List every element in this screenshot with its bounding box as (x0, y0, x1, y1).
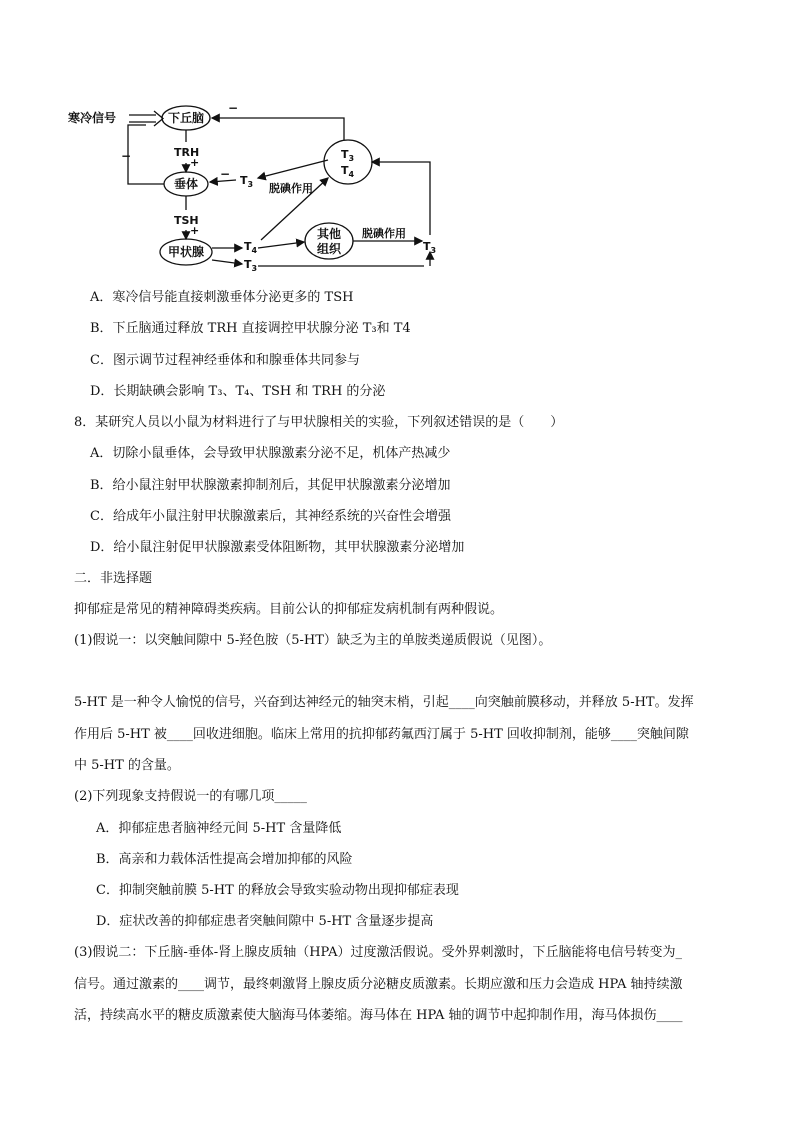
inhibit-sign-pituitary: − (220, 167, 231, 181)
q2-option-d: D．症状改善的抑郁症患者突触间隙中 5-HT 含量逐步提高 (96, 914, 434, 929)
q7-option-a: A．寒冷信号能直接刺激垂体分泌更多的 TSH (90, 290, 354, 305)
q7-option-b: B．下丘脑通过释放 TRH 直接调控甲状腺分泌 T₃和 T4 (90, 321, 411, 336)
section-heading: 二．非选择题 (74, 571, 153, 586)
inhibit-sign-left: − (121, 149, 132, 163)
t4-label-pool: $T_4$ (341, 164, 355, 179)
trh-plus-sign: + (190, 156, 200, 169)
pituitary-label: 垂体 (173, 177, 199, 191)
q8-stem: 8．某研究人员以小鼠为材料进行了与甲状腺相关的实验，下列叙述错误的是（ ） (74, 415, 564, 430)
q7-option-d: D．长期缺碘会影响 T₃、T₄、TSH 和 TRH 的分泌 (90, 384, 386, 399)
t4-label-thyroid: $T_4$ (244, 240, 258, 255)
q3-line-1: (3)假说二：下丘脑-垂体-肾上腺皮质轴（HPA）过度激活假说。受外界刺激时，下丘脑能将电信号转变为_ (74, 945, 682, 960)
tsh-label: TSH (174, 214, 199, 227)
q8-option-a: A．切除小鼠垂体，会导致甲状腺激素分泌不足，机体产热减少 (90, 446, 451, 461)
q8-option-c: C．给成年小鼠注射甲状腺激素后，其神经系统的兴奋性会增强 (90, 509, 451, 524)
thyroid-regulation-diagram (66, 100, 456, 280)
trh-label: TRH (174, 146, 200, 159)
t3-label-right: $T_3$ (423, 240, 437, 255)
q8-option-d: D．给小鼠注射促甲状腺激素受体阻断物，其甲状腺激素分泌增加 (90, 540, 465, 555)
paragraph-line-3: 中 5-HT 的含量。 (74, 758, 180, 773)
inhibit-sign-top: − (228, 101, 239, 115)
q3-line-2: 信号。通过激素的____调节，最终刺激肾上腺皮质分泌糖皮质激素。长期应激和压力会造成 HPA 轴持续激 (74, 977, 683, 992)
section-intro: 抑郁症是常见的精神障碍类疾病。目前公认的抑郁症发病机制有两种假说。 (74, 602, 504, 617)
other-tissue-label-2: 组织 (316, 242, 342, 256)
t3-label-pool: $T_3$ (341, 148, 355, 163)
deiodination-label-2: 脱碘作用 (362, 227, 406, 240)
t3-label-pituitary: $T_3$ (240, 174, 254, 189)
q2-option-a: A．抑郁症患者脑神经元间 5-HT 含量降低 (96, 821, 342, 836)
paragraph-line-2: 作用后 5-HT 被____回收进细胞。临床上常用的抗抑郁药氟西汀属于 5-HT 回收抑制剂，能够____突触间隙 (74, 727, 689, 742)
hypothalamus-label: 下丘脑 (167, 111, 205, 125)
other-tissue-label-1: 其他 (316, 227, 342, 241)
t3-label-thyroid: $T_3$ (244, 258, 258, 273)
paragraph-line-1: 5-HT 是一种令人愉悦的信号，兴奋到达神经元的轴突末梢，引起____向突触前膜移动，并释放 5-HT。发挥 (74, 695, 694, 710)
tsh-plus-sign: + (190, 224, 200, 237)
q2-option-b: B．高亲和力载体活性提高会增加抑郁的风险 (96, 852, 353, 867)
deiodination-label-1: 脱碘作用 (269, 182, 313, 195)
cold-signal-label: 寒冷信号 (68, 111, 117, 125)
q3-line-3: 活，持续高水平的糖皮质激素使大脑海马体萎缩。海马体在 HPA 轴的调节中起抑制作用，海马体损伤____ (74, 1008, 683, 1023)
q2-option-c: C．抑制突触前膜 5-HT 的释放会导致实验动物出现抑郁症表现 (96, 883, 459, 898)
thyroid-label: 甲状腺 (167, 245, 205, 259)
q8-option-b: B．给小鼠注射甲状腺激素抑制剂后，其促甲状腺激素分泌增加 (90, 478, 451, 493)
q1-hypothesis-one: (1)假说一：以突触间隙中 5-羟色胺（5-HT）缺乏为主的单胺类递质假说（见图）。 (74, 633, 552, 648)
q2-stem: (2)下列现象支持假说一的有哪几项_____ (74, 789, 307, 804)
q7-option-c: C．图示调节过程神经垂体和和腺垂体共同参与 (90, 353, 360, 368)
